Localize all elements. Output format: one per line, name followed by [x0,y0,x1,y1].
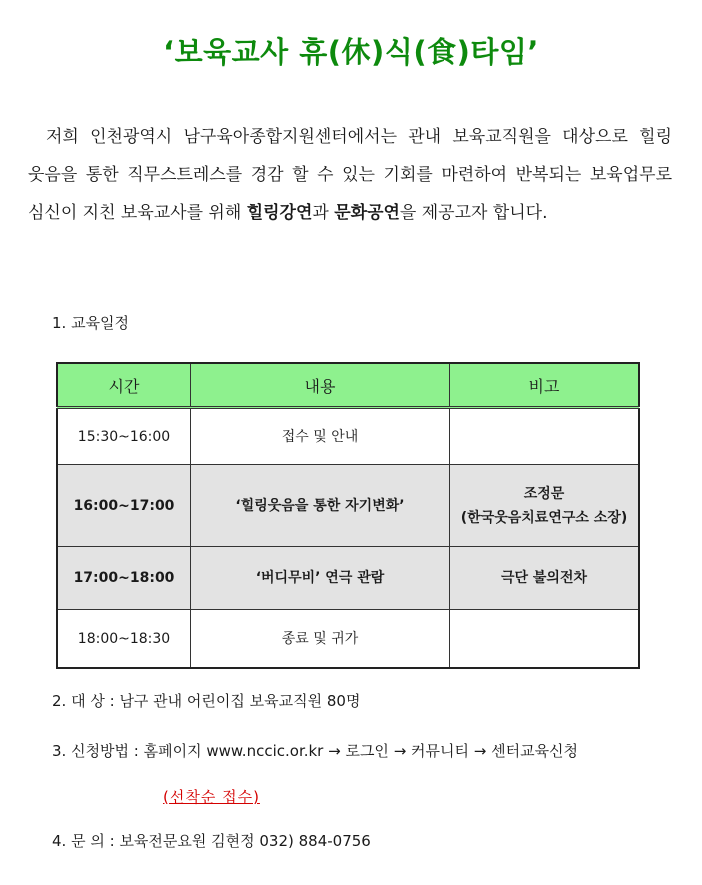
table-row [57,610,639,669]
row-content: ‘힐링웃음을 통한 자기변화’ [191,465,450,547]
intro-text-3: 을 제공고자 합니다. [399,203,548,223]
apply-value: 홈페이지 www.nccic.or.kr → 로그인 → 커뮤니티 → 센터교육신청 [143,742,579,760]
row-note: 극단 불의전차 [450,547,640,610]
intro-text-2: 과 [312,203,335,223]
row-content: ‘버디무비’ 연극 관람 [191,547,450,610]
target-line [52,690,360,711]
target-value: 남구 관내 어린이집 보육교직원 80명 [119,692,361,710]
target-label: 2. 대 상 : [52,692,115,710]
page-title: ‘보육교사 휴(休)식(食)타임’ [163,35,539,69]
schedule-heading: 1. 교육일정 [52,314,130,332]
intro-highlight-lecture: 힐링강연 [246,203,313,223]
contact-label: 4. 문 의 : [52,832,115,850]
row-time: 15:30~16:00 [57,408,191,465]
contact-value: 보육전문요원 김현정 032) 884-0756 [119,832,371,850]
intro-text-1: 저희 인천광역시 남구육아종합지원센터에서는 관내 보육교직원을 대상으로 힐링 웃음을 통한 직무스트레스를 경감 할 수 있는 기회를 마련하여 반복되는 보육업무로 심신이 지친 보육교사를 위해 [28,127,672,223]
intro-paragraph [28,118,672,232]
row-note [450,408,640,465]
header-content: 내용 [191,363,450,408]
table-row [57,408,639,465]
contact-line [52,830,371,851]
header-time: 시간 [57,363,191,408]
row-note [450,610,640,669]
schedule-header-row [57,363,639,408]
row-time: 18:00~18:30 [57,610,191,669]
apply-label: 3. 신청방법 : [52,742,139,760]
speaker-name: 조정문 [523,485,565,502]
table-row [57,547,639,610]
speaker-affiliation: (한국웃음치료연구소 소장) [460,509,628,526]
schedule-table [56,362,640,669]
row-time: 16:00~17:00 [57,465,191,547]
apply-line [52,740,578,761]
header-note: 비고 [450,363,640,408]
table-row [57,465,639,547]
first-come-note: (선착순 접수) [163,788,260,806]
row-note [450,465,640,547]
row-time: 17:00~18:00 [57,547,191,610]
row-content: 접수 및 안내 [191,408,450,465]
intro-highlight-performance: 문화공연 [334,203,400,223]
row-content: 종료 및 귀가 [191,610,450,669]
